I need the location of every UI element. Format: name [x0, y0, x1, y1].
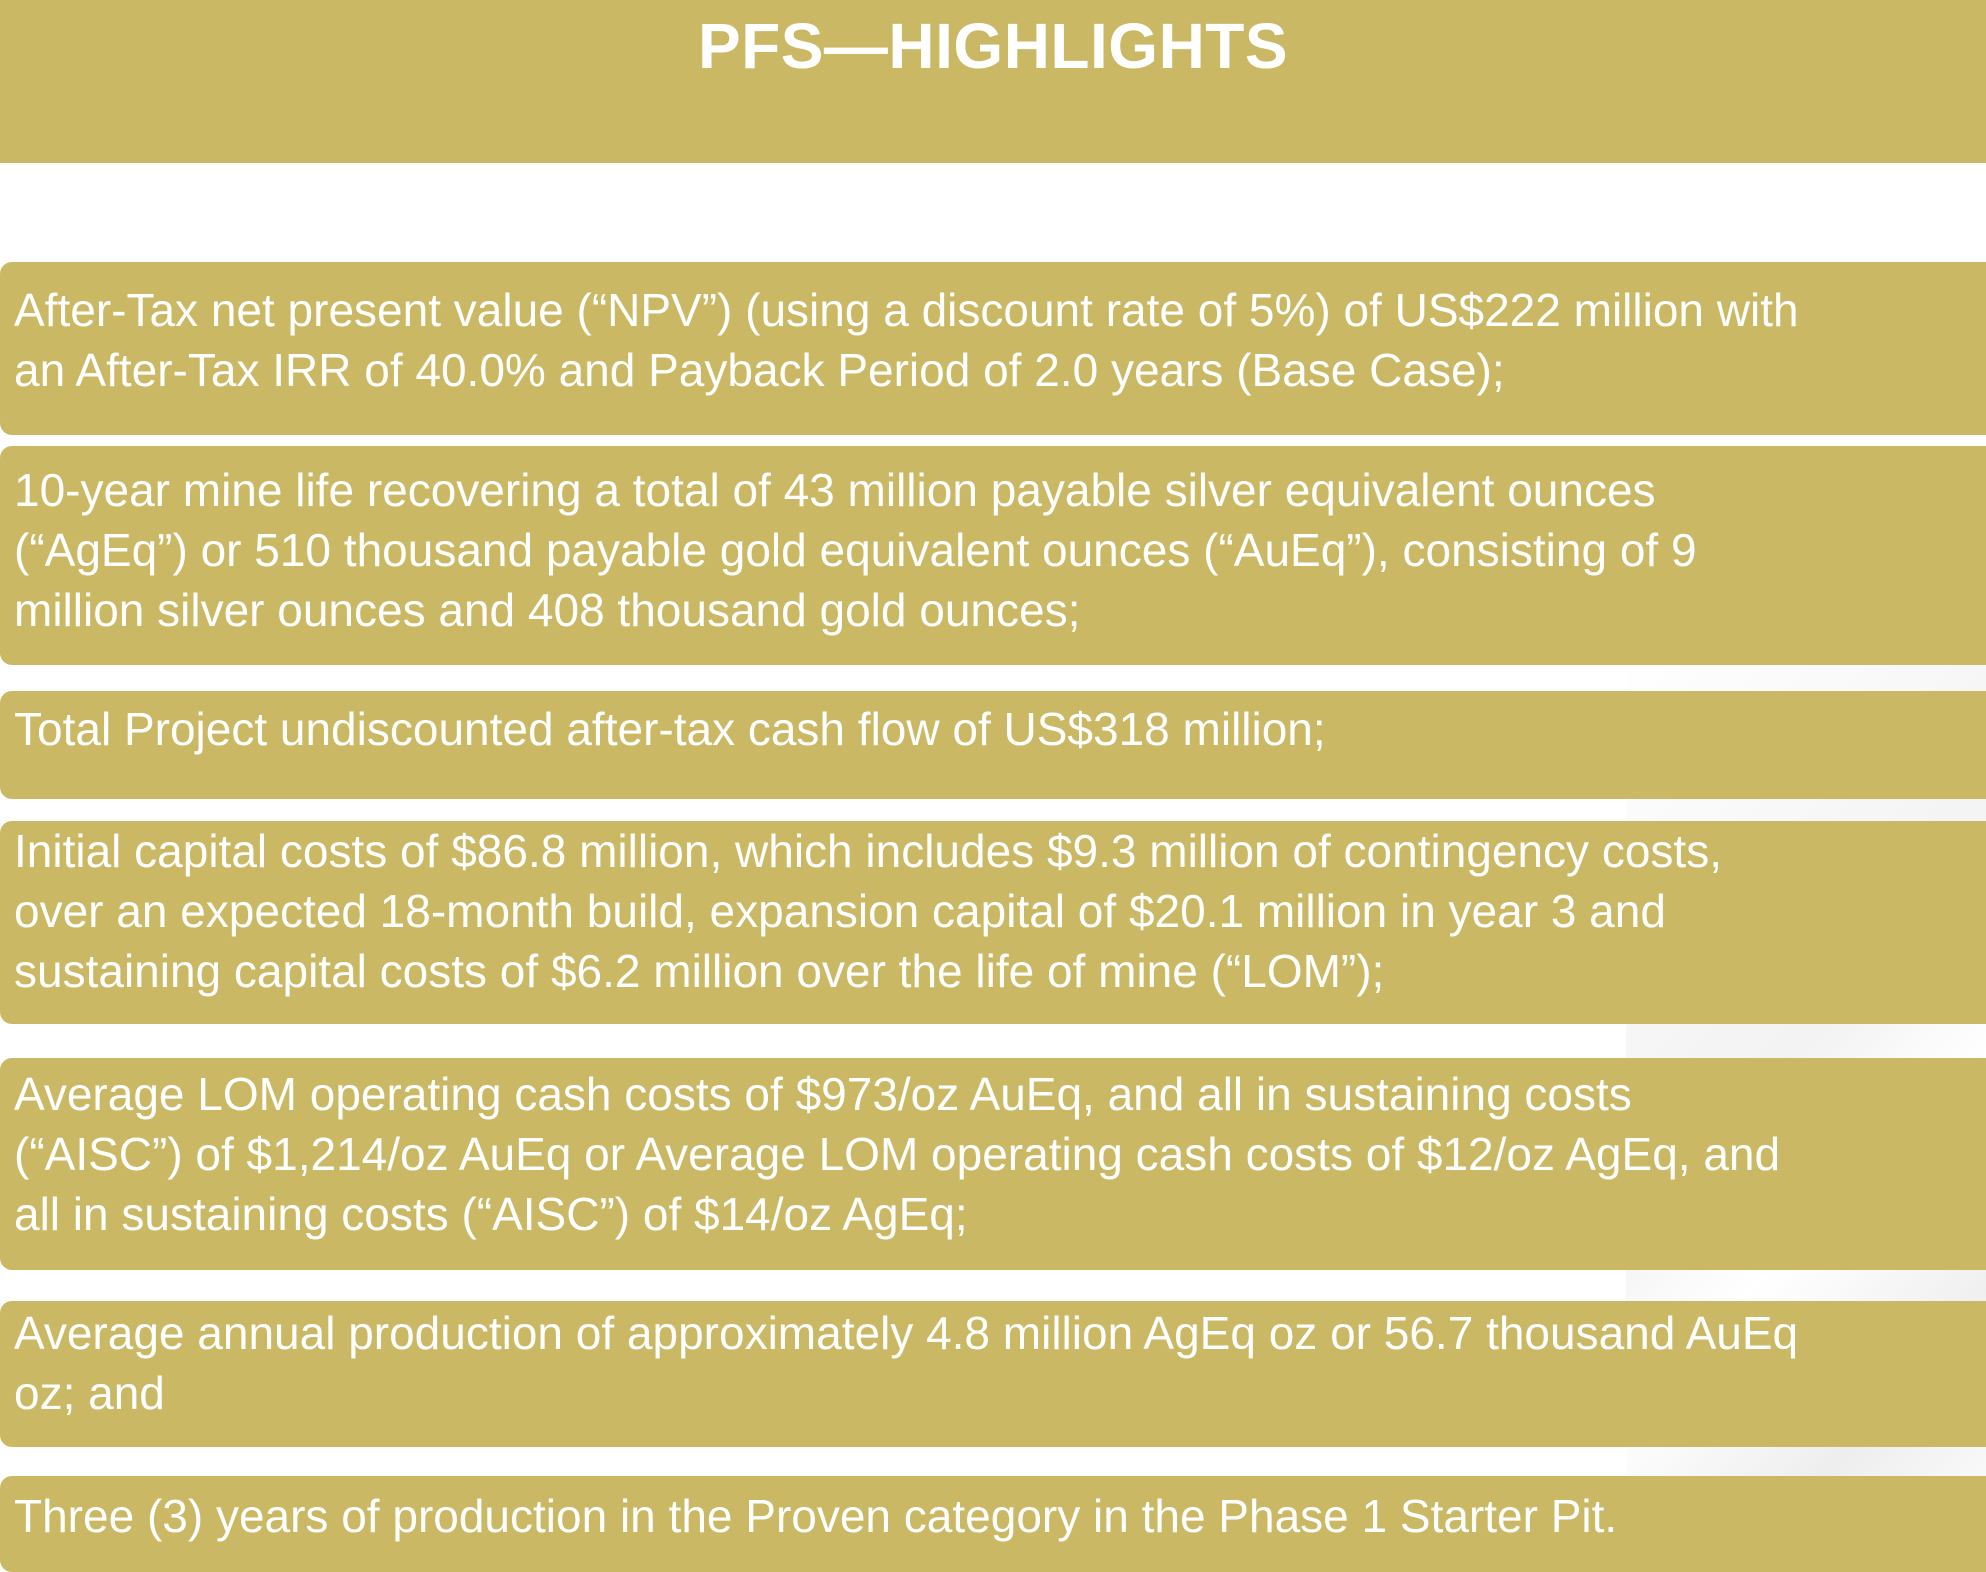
highlight-item-operating-costs — [0, 1058, 1986, 1270]
highlight-item-annual-production — [0, 1301, 1986, 1447]
highlight-item-proven-category — [0, 1476, 1986, 1572]
highlight-text: Average annual production of approximately 4.8 million AgEq oz or 56.7 thousand AuEq oz; and — [14, 1307, 1799, 1419]
highlight-item-mine-life — [0, 446, 1986, 665]
highlight-text: Initial capital costs of $86.8 million, which includes $9.3 million of contingency costs, over an expected 18-month build, expansion capital of $20.1 million in year 3 and sustaining capital costs of $6.2 million over the life of mine (“LOM”); — [14, 825, 1722, 997]
highlight-item-capital-costs — [0, 821, 1986, 1024]
highlight-text: 10-year mine life recovering a total of 43 million payable silver equivalent ounces (“AgEq”) or 510 thousand payable gold equivalent ounces (“AuEq”), consisting of 9 million silver ounces and 408 thousand gold ounces; — [14, 464, 1697, 636]
page-title: PFS—HIGHLIGHTS — [697, 10, 1289, 82]
highlight-item-npv — [0, 262, 1986, 435]
highlight-item-cash-flow — [0, 691, 1986, 799]
highlight-text: Total Project undiscounted after-tax cash flow of US$318 million; — [14, 703, 1326, 755]
highlight-text: After-Tax net present value (“NPV”) (using a discount rate of 5%) of US$222 million with an After-Tax IRR of 40.0% and Payback Period of 2.0 years (Base Case); — [14, 284, 1799, 396]
highlight-text: Three (3) years of production in the Proven category in the Phase 1 Starter Pit. — [14, 1490, 1618, 1542]
title-banner — [0, 0, 1986, 163]
highlight-text: Average LOM operating cash costs of $973/oz AuEq, and all in sustaining costs (“AISC”) of $1,214/oz AuEq or Average LOM operating cash costs of $12/oz AgEq, and all in sustaining costs (“AISC”) of $14/oz AgEq; — [14, 1068, 1781, 1240]
